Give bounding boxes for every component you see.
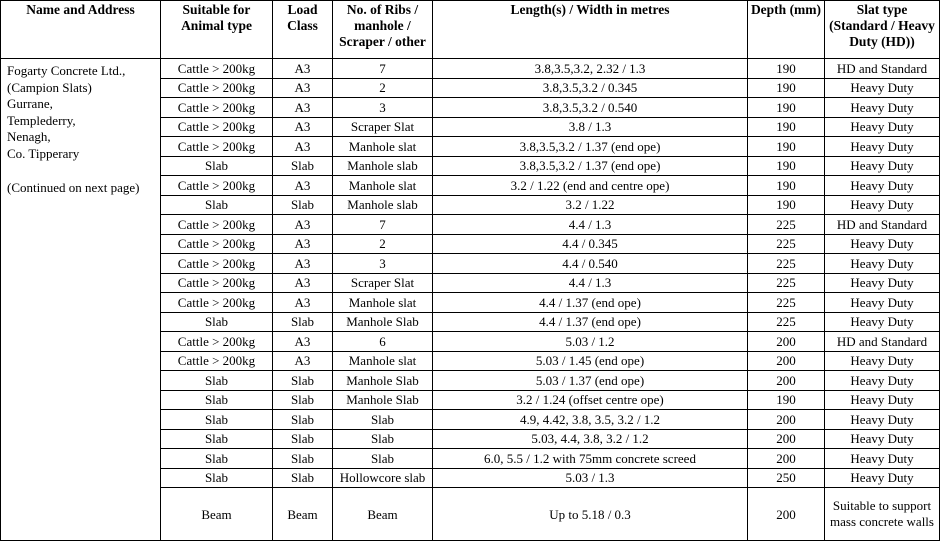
cell-animal-type: Cattle > 200kg xyxy=(161,215,273,235)
cell-slat-type: HD and Standard xyxy=(825,59,940,79)
address-line: Fogarty Concrete Ltd., xyxy=(7,63,126,78)
cell-animal-type: Cattle > 200kg xyxy=(161,332,273,352)
table-body xyxy=(1,59,940,541)
cell-ribs: Scraper Slat xyxy=(333,273,433,293)
cell-load-class: Slab xyxy=(273,410,333,430)
address-line: Co. Tipperary xyxy=(7,145,80,161)
cell-animal-type: Cattle > 200kg xyxy=(161,98,273,118)
cell-animal-type: Slab xyxy=(161,449,273,469)
cell-depth: 200 xyxy=(748,410,825,430)
cell-animal-type: Slab xyxy=(161,312,273,332)
cell-ribs: Manhole slat xyxy=(333,351,433,371)
cell-slat-type: HD and Standard xyxy=(825,332,940,352)
cell-slat-type: HD and Standard xyxy=(825,215,940,235)
cell-load-class: A3 xyxy=(273,59,333,79)
cell-slat-type: Heavy Duty xyxy=(825,156,940,176)
cell-slat-type: Heavy Duty xyxy=(825,234,940,254)
cell-animal-type: Cattle > 200kg xyxy=(161,59,273,79)
cell-slat-type: Heavy Duty xyxy=(825,293,940,313)
header-depth: Depth (mm) xyxy=(748,1,825,59)
cell-depth: 190 xyxy=(748,137,825,157)
header-name-address: Name and Address xyxy=(1,1,161,59)
cell-load-class: Beam xyxy=(273,488,333,541)
cell-ribs: Manhole slab xyxy=(333,156,433,176)
cell-slat-type: Heavy Duty xyxy=(825,117,940,137)
cell-animal-type: Cattle > 200kg xyxy=(161,254,273,274)
cell-depth: 190 xyxy=(748,156,825,176)
cell-animal-type: Beam xyxy=(161,488,273,541)
cell-length-width: 5.03 / 1.2 xyxy=(433,332,748,352)
cell-length-width: 4.9, 4.42, 3.8, 3.5, 3.2 / 1.2 xyxy=(433,410,748,430)
header-load-class: Load Class xyxy=(273,1,333,59)
cell-ribs: Beam xyxy=(333,488,433,541)
cell-depth: 250 xyxy=(748,468,825,488)
cell-slat-type: Heavy Duty xyxy=(825,273,940,293)
cell-depth: 190 xyxy=(748,59,825,79)
cell-slat-type: Heavy Duty xyxy=(825,195,940,215)
cell-slat-type: Heavy Duty xyxy=(825,137,940,157)
cell-depth: 200 xyxy=(748,351,825,371)
cell-load-class: A3 xyxy=(273,273,333,293)
cell-length-width: 3.8,3.5,3.2 / 0.540 xyxy=(433,98,748,118)
address-line: Nenagh, xyxy=(7,129,51,145)
cell-length-width: 3.8,3.5,3.2 / 1.37 (end ope) xyxy=(433,156,748,176)
cell-load-class: A3 xyxy=(273,351,333,371)
cell-load-class: Slab xyxy=(273,429,333,449)
header-slat-type: Slat type (Standard / Heavy Duty (HD)) xyxy=(825,1,940,59)
cell-load-class: Slab xyxy=(273,390,333,410)
cell-length-width: 4.4 / 0.345 xyxy=(433,234,748,254)
cell-load-class: Slab xyxy=(273,449,333,469)
cell-ribs: Slab xyxy=(333,410,433,430)
address-line: (Campion Slats) xyxy=(7,79,92,95)
header-lengths: Length(s) / Width in metres xyxy=(433,1,748,59)
cell-depth: 190 xyxy=(748,78,825,98)
continued-note: (Continued on next page) xyxy=(7,179,140,195)
cell-animal-type: Slab xyxy=(161,195,273,215)
cell-load-class: A3 xyxy=(273,176,333,196)
cell-length-width: 4.4 / 0.540 xyxy=(433,254,748,274)
cell-length-width: 5.03, 4.4, 3.8, 3.2 / 1.2 xyxy=(433,429,748,449)
cell-length-width: 4.4 / 1.37 (end ope) xyxy=(433,312,748,332)
cell-animal-type: Cattle > 200kg xyxy=(161,293,273,313)
cell-depth: 200 xyxy=(748,332,825,352)
cell-depth: 225 xyxy=(748,273,825,293)
cell-ribs: Manhole slat xyxy=(333,137,433,157)
cell-slat-type: Heavy Duty xyxy=(825,351,940,371)
cell-depth: 200 xyxy=(748,488,825,541)
cell-slat-type: Heavy Duty xyxy=(825,176,940,196)
cell-load-class: Slab xyxy=(273,312,333,332)
cell-load-class: A3 xyxy=(273,117,333,137)
cell-animal-type: Slab xyxy=(161,429,273,449)
cell-depth: 225 xyxy=(748,234,825,254)
cell-ribs: 2 xyxy=(333,78,433,98)
cell-ribs: Slab xyxy=(333,449,433,469)
cell-ribs: Hollowcore slab xyxy=(333,468,433,488)
cell-length-width: Up to 5.18 / 0.3 xyxy=(433,488,748,541)
cell-slat-type: Heavy Duty xyxy=(825,449,940,469)
cell-load-class: A3 xyxy=(273,137,333,157)
cell-load-class: A3 xyxy=(273,215,333,235)
cell-length-width: 4.4 / 1.3 xyxy=(433,273,748,293)
cell-animal-type: Slab xyxy=(161,410,273,430)
cell-length-width: 3.2 / 1.24 (offset centre ope) xyxy=(433,390,748,410)
cell-slat-type: Heavy Duty xyxy=(825,371,940,391)
address-line: Templederry, xyxy=(7,112,76,128)
cell-slat-type: Suitable to support mass concrete walls xyxy=(825,488,940,541)
cell-depth: 190 xyxy=(748,195,825,215)
cell-length-width: 3.8,3.5,3.2 / 1.37 (end ope) xyxy=(433,137,748,157)
cell-ribs: Scraper Slat xyxy=(333,117,433,137)
cell-animal-type: Cattle > 200kg xyxy=(161,117,273,137)
cell-depth: 225 xyxy=(748,312,825,332)
cell-slat-type: Heavy Duty xyxy=(825,98,940,118)
cell-ribs: Manhole Slab xyxy=(333,312,433,332)
cell-load-class: Slab xyxy=(273,195,333,215)
cell-length-width: 5.03 / 1.3 xyxy=(433,468,748,488)
cell-length-width: 3.8 / 1.3 xyxy=(433,117,748,137)
cell-depth: 190 xyxy=(748,117,825,137)
cell-ribs: Manhole Slab xyxy=(333,390,433,410)
cell-animal-type: Slab xyxy=(161,390,273,410)
cell-load-class: A3 xyxy=(273,254,333,274)
cell-slat-type: Heavy Duty xyxy=(825,429,940,449)
cell-depth: 190 xyxy=(748,390,825,410)
manufacturer-address xyxy=(1,59,161,541)
cell-load-class: A3 xyxy=(273,332,333,352)
cell-animal-type: Cattle > 200kg xyxy=(161,78,273,98)
cell-animal-type: Cattle > 200kg xyxy=(161,273,273,293)
cell-length-width: 5.03 / 1.37 (end ope) xyxy=(433,371,748,391)
cell-depth: 200 xyxy=(748,429,825,449)
cell-length-width: 3.2 / 1.22 (end and centre ope) xyxy=(433,176,748,196)
cell-slat-type: Heavy Duty xyxy=(825,468,940,488)
cell-load-class: A3 xyxy=(273,78,333,98)
header-ribs: No. of Ribs / manhole / Scraper / other xyxy=(333,1,433,59)
cell-ribs: Manhole Slab xyxy=(333,371,433,391)
address-spacer xyxy=(7,163,156,180)
cell-slat-type: Heavy Duty xyxy=(825,254,940,274)
cell-ribs: Slab xyxy=(333,429,433,449)
cell-slat-type: Heavy Duty xyxy=(825,312,940,332)
cell-animal-type: Cattle > 200kg xyxy=(161,176,273,196)
cell-animal-type: Slab xyxy=(161,371,273,391)
cell-load-class: Slab xyxy=(273,156,333,176)
cell-ribs: 7 xyxy=(333,59,433,79)
cell-slat-type: Heavy Duty xyxy=(825,78,940,98)
cell-depth: 200 xyxy=(748,449,825,469)
cell-depth: 225 xyxy=(748,215,825,235)
cell-length-width: 3.8,3.5,3.2, 2.32 / 1.3 xyxy=(433,59,748,79)
cell-ribs: Manhole slat xyxy=(333,293,433,313)
cell-ribs: 2 xyxy=(333,234,433,254)
cell-length-width: 4.4 / 1.37 (end ope) xyxy=(433,293,748,313)
table-row xyxy=(1,59,940,79)
cell-slat-type: Heavy Duty xyxy=(825,410,940,430)
cell-depth: 200 xyxy=(748,371,825,391)
cell-length-width: 3.2 / 1.22 xyxy=(433,195,748,215)
cell-animal-type: Cattle > 200kg xyxy=(161,234,273,254)
cell-depth: 190 xyxy=(748,176,825,196)
cell-ribs: Manhole slat xyxy=(333,176,433,196)
header-animal-type: Suitable for Animal type xyxy=(161,1,273,59)
cell-animal-type: Slab xyxy=(161,156,273,176)
cell-ribs: 3 xyxy=(333,98,433,118)
cell-length-width: 6.0, 5.5 / 1.2 with 75mm concrete screed xyxy=(433,449,748,469)
cell-length-width: 3.8,3.5,3.2 / 0.345 xyxy=(433,78,748,98)
cell-ribs: 6 xyxy=(333,332,433,352)
header-row xyxy=(1,1,940,59)
cell-depth: 190 xyxy=(748,98,825,118)
cell-load-class: Slab xyxy=(273,371,333,391)
cell-length-width: 5.03 / 1.45 (end ope) xyxy=(433,351,748,371)
cell-load-class: A3 xyxy=(273,234,333,254)
cell-ribs: 3 xyxy=(333,254,433,274)
cell-load-class: Slab xyxy=(273,468,333,488)
cell-length-width: 4.4 / 1.3 xyxy=(433,215,748,235)
cell-depth: 225 xyxy=(748,254,825,274)
cell-slat-type: Heavy Duty xyxy=(825,390,940,410)
cell-animal-type: Cattle > 200kg xyxy=(161,137,273,157)
cell-animal-type: Cattle > 200kg xyxy=(161,351,273,371)
cell-animal-type: Slab xyxy=(161,468,273,488)
cell-load-class: A3 xyxy=(273,98,333,118)
cell-load-class: A3 xyxy=(273,293,333,313)
cell-ribs: Manhole slab xyxy=(333,195,433,215)
cell-ribs: 7 xyxy=(333,215,433,235)
cell-depth: 225 xyxy=(748,293,825,313)
address-line: Gurrane, xyxy=(7,96,53,112)
